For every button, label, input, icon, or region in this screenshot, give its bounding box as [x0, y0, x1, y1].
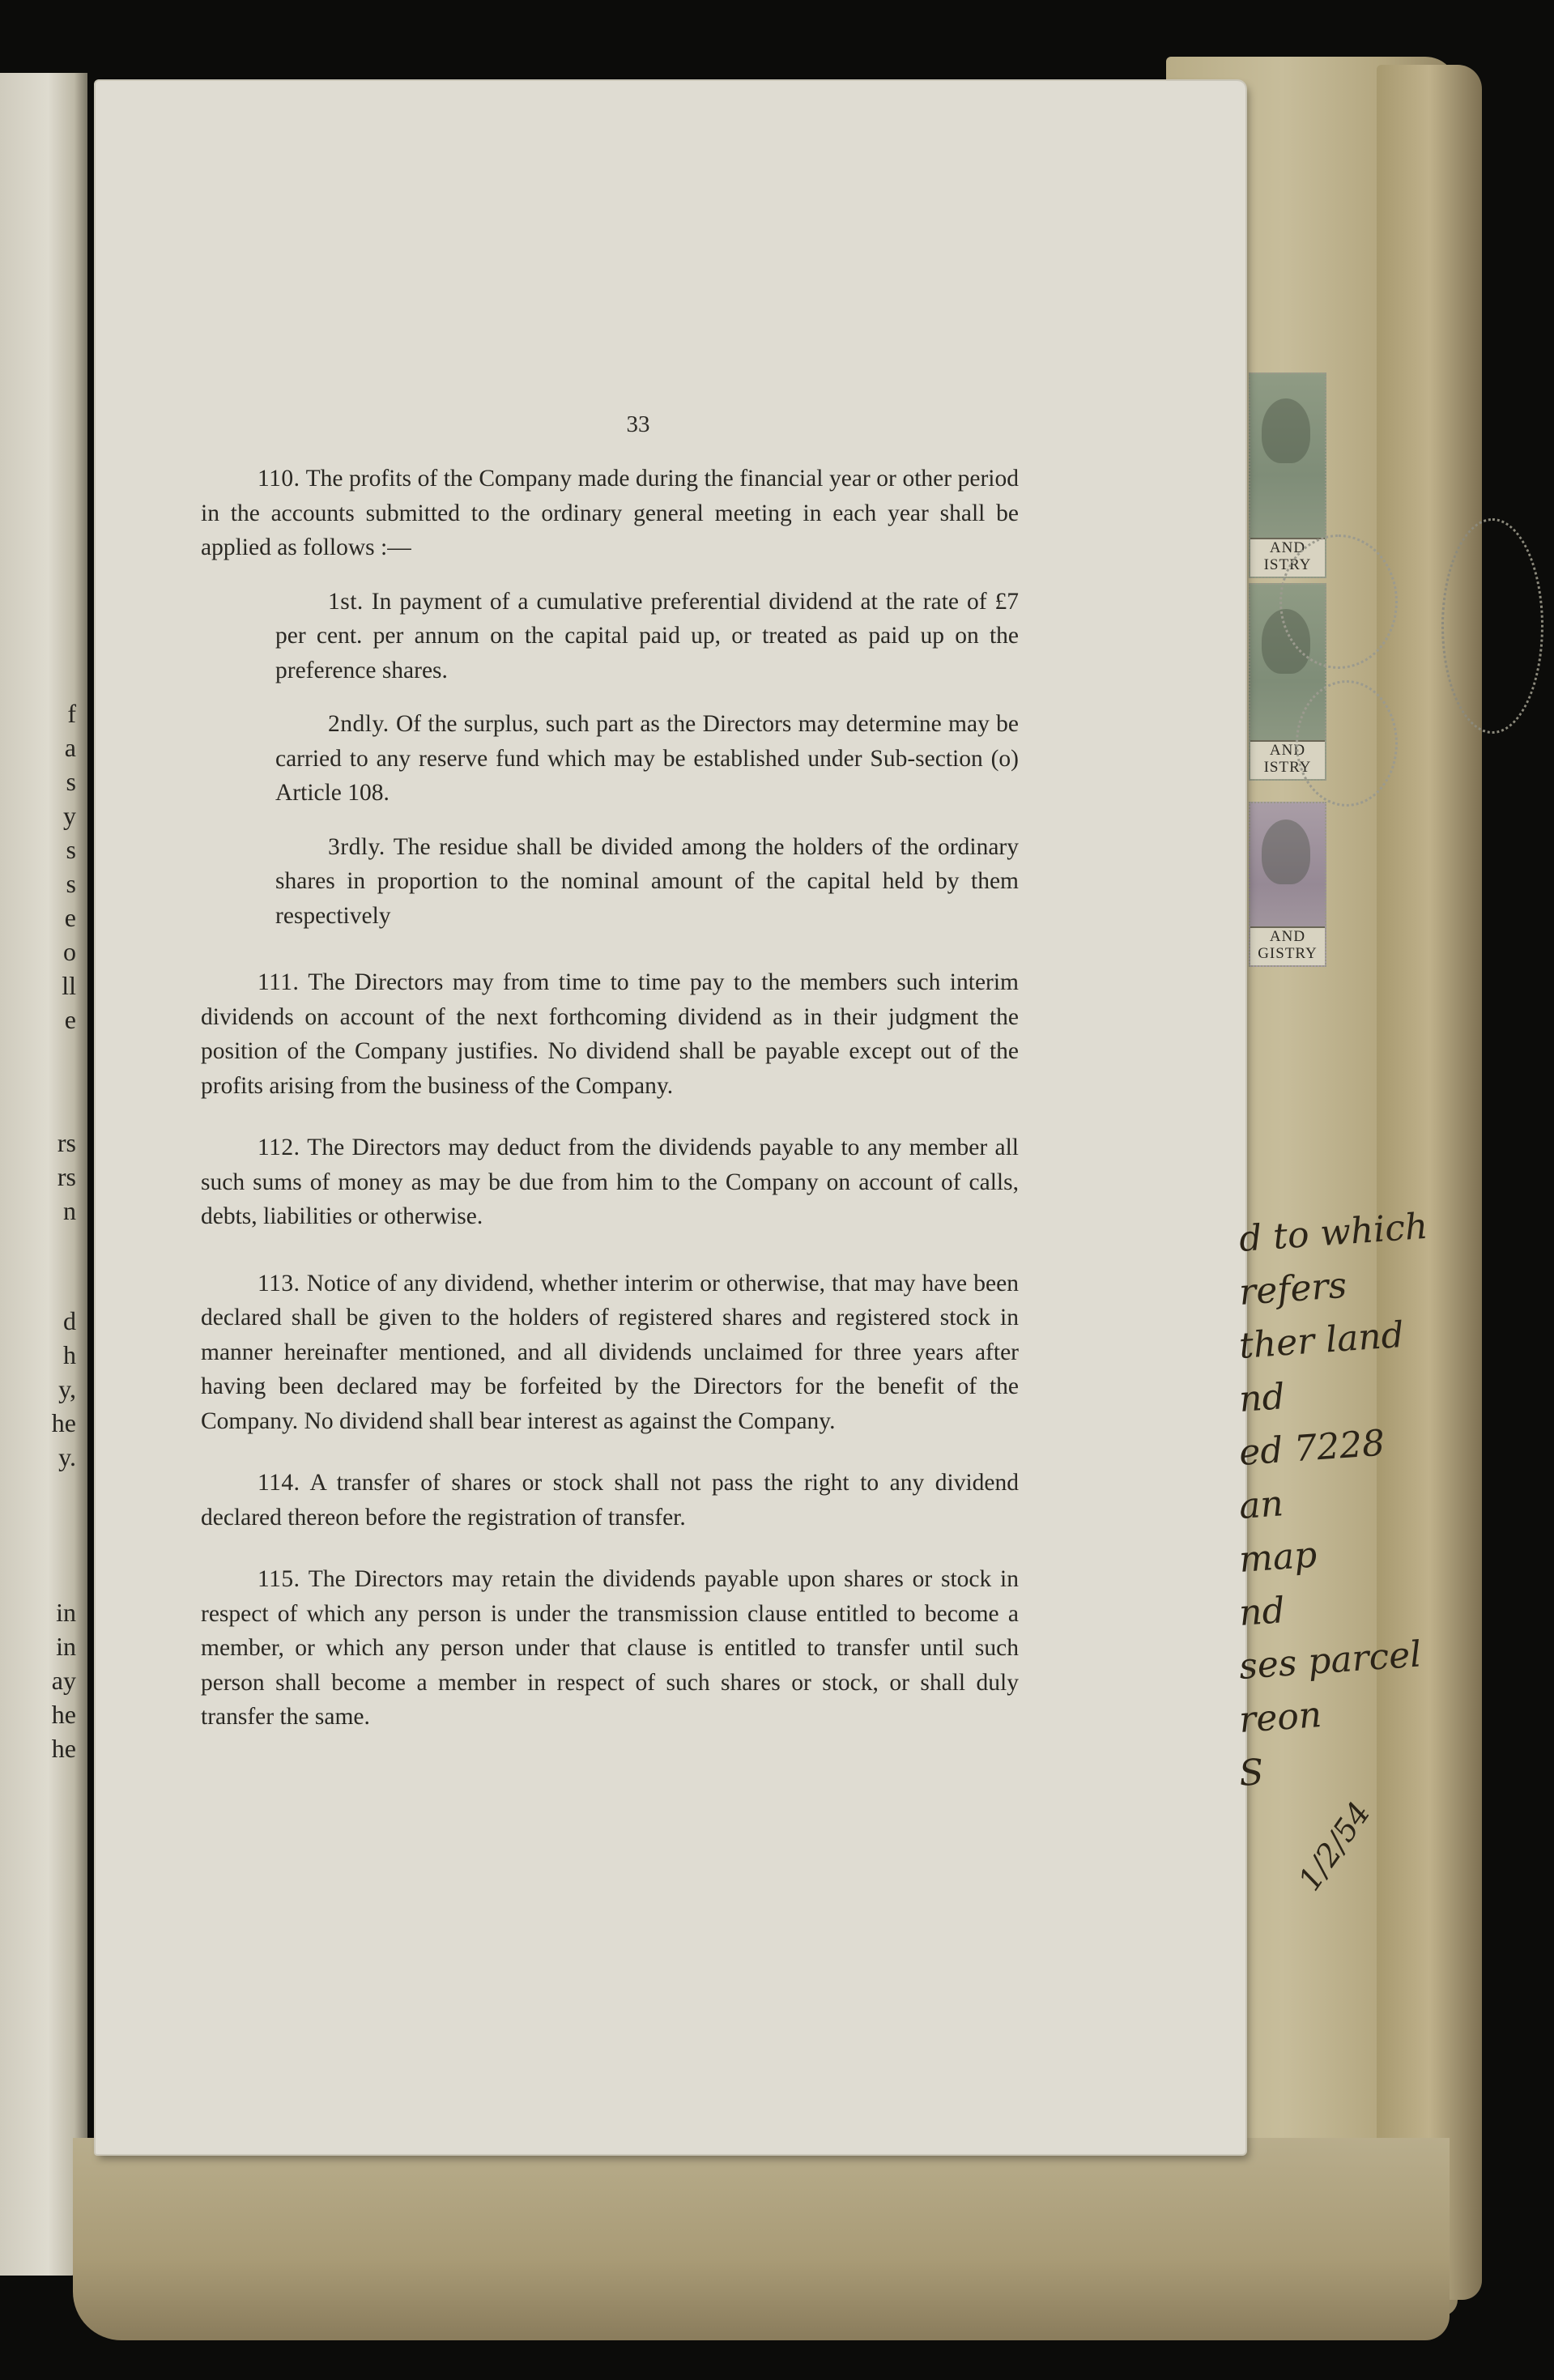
- article-number: 114.: [258, 1470, 300, 1496]
- handwritten-line: nd: [1237, 1376, 1287, 1420]
- clause-text: In payment of a cumulative preferential dividend at the rate of £7 per cent. per annum on the capital paid up, or treated as paid up on the preference shares.: [275, 588, 1020, 683]
- article-text: Notice of any dividend, whether interim or otherwise, that may have been declared shall be given to the holders of registered shares and registered stock in manner hereinafter mentioned, and all dividends unclaimed for three years after having been declared may be forfeited by the Directors for the benefit of the Company. No dividend shall bear interest as against the Company.: [201, 1270, 1019, 1434]
- left-page-fragment: rs: [57, 1162, 76, 1191]
- left-page-fragment: e: [64, 903, 76, 932]
- article-text: The profits of the Company made during the financial year or other period in the accounts submitted to the ordinary general meeting in each year shall be applied as follows :—: [201, 466, 1019, 560]
- clause-text: The residue shall be divided among the holders of the ordinary shares in proportion to the nominal amount of the capital held by them respectively: [275, 833, 1019, 929]
- article-number: 112.: [258, 1135, 300, 1160]
- left-page-fragment: he: [51, 1408, 76, 1437]
- stamp-band-text: AND ISTRY: [1250, 538, 1325, 577]
- handwritten-line: ed 7228: [1237, 1422, 1386, 1474]
- document-page: [96, 81, 1245, 2154]
- left-page-fragment: in: [56, 1598, 76, 1627]
- article-text: The Directors may retain the dividends payable upon shares or stock in respect of which any person is under the transmission clause entitled to become a member, or which any person under that clause is entitled to transfer until such person shall become a member in respect of such shares or stock, or shall duly transfer the same.: [201, 1566, 1020, 1730]
- article-number: 115.: [258, 1566, 300, 1592]
- stamp-portrait: [1262, 398, 1310, 463]
- stamp-portrait: [1262, 820, 1310, 884]
- left-page-fragment: h: [63, 1340, 76, 1369]
- article-number: 111.: [258, 969, 300, 995]
- left-page-fragment: he: [51, 1734, 76, 1763]
- revenue-stamp: [1249, 802, 1326, 967]
- article-113: [201, 1267, 1019, 1439]
- handwritten-initials: S: [1237, 1751, 1266, 1795]
- article-text: The Directors may deduct from the dividends payable to any member all such sums of money as may be due from him to the Company on account of calls, debts, liabilities or otherwise.: [201, 1135, 1019, 1229]
- article-text: The Directors may from time to time pay to the members such interim dividends on account of the next forthcoming dividend as in their judgment the position of the Company justifies. No dividend shall be payable except out of the profits arising from the business of the Company.: [201, 969, 1020, 1099]
- handwritten-line: an: [1237, 1483, 1285, 1527]
- clause-label: 3rdly.: [328, 833, 385, 860]
- handwritten-margin-note: [1237, 1205, 1429, 1897]
- handwritten-line: nd: [1237, 1590, 1287, 1634]
- handwritten-line: d to which: [1237, 1205, 1429, 1260]
- handwritten-line: refers: [1237, 1264, 1348, 1313]
- left-page-fragment: rs: [57, 1128, 76, 1157]
- handwritten-date: 1/2/54: [1291, 1795, 1377, 1897]
- left-page-fragment: d: [63, 1306, 76, 1335]
- lower-backing-sheet: [73, 2138, 1450, 2340]
- left-page-fragment: s: [66, 835, 76, 864]
- article-111: [201, 965, 1019, 1103]
- stamp-band-text: AND ISTRY: [1250, 740, 1325, 779]
- left-page-fragment: n: [63, 1196, 76, 1225]
- article-number: 110.: [258, 466, 300, 492]
- perforation-circle: [1441, 518, 1543, 734]
- article-text: A transfer of shares or stock shall not pass the right to any dividend declared thereon before the registration of transfer.: [201, 1470, 1019, 1531]
- article-115: [201, 1562, 1019, 1735]
- backing-sheet-edge: [1377, 65, 1482, 2300]
- handwritten-line: reon: [1237, 1693, 1323, 1741]
- articles-text: [201, 462, 1019, 1735]
- left-page-fragment: a: [64, 733, 76, 762]
- left-page-fragment: he: [51, 1700, 76, 1729]
- left-page-fragment: ll: [62, 971, 76, 1000]
- clause-text: Of the surplus, such part as the Directors may determine may be carried to any reserve fund which may be established under Sub-section (o) Article 108.: [275, 711, 1019, 806]
- clause-label: 2ndly.: [328, 711, 390, 737]
- left-page-fragment: y.: [58, 1442, 76, 1471]
- handwritten-line: ther land: [1237, 1313, 1406, 1367]
- stamp-band-text: AND GISTRY: [1250, 926, 1325, 965]
- left-page-fragment: s: [66, 869, 76, 898]
- article-number: 113.: [258, 1270, 300, 1296]
- left-facing-page: [0, 73, 87, 2276]
- perforation-circle: [1279, 534, 1398, 669]
- article-110-clause-1: [275, 585, 1019, 688]
- left-page-fragment: ay: [51, 1666, 76, 1695]
- left-page-fragment: f: [67, 699, 76, 728]
- perforation-circle: [1296, 680, 1398, 807]
- left-page-fragment: s: [66, 767, 76, 796]
- article-114: [201, 1466, 1019, 1535]
- article-110: [201, 462, 1019, 565]
- left-page-fragment: y,: [58, 1374, 76, 1403]
- left-page-fragment: in: [56, 1632, 76, 1661]
- article-112: [201, 1130, 1019, 1234]
- left-page-fragment: o: [63, 937, 76, 966]
- article-110-clause-2: [275, 707, 1019, 811]
- handwritten-line: ses parcel: [1237, 1633, 1423, 1688]
- handwritten-line: map: [1237, 1534, 1318, 1581]
- clause-label: 1st.: [328, 588, 364, 615]
- page-number: 33: [626, 411, 650, 437]
- left-page-fragment: y: [63, 801, 76, 830]
- article-110-clause-3: [275, 830, 1019, 934]
- left-page-fragment: e: [64, 1005, 76, 1034]
